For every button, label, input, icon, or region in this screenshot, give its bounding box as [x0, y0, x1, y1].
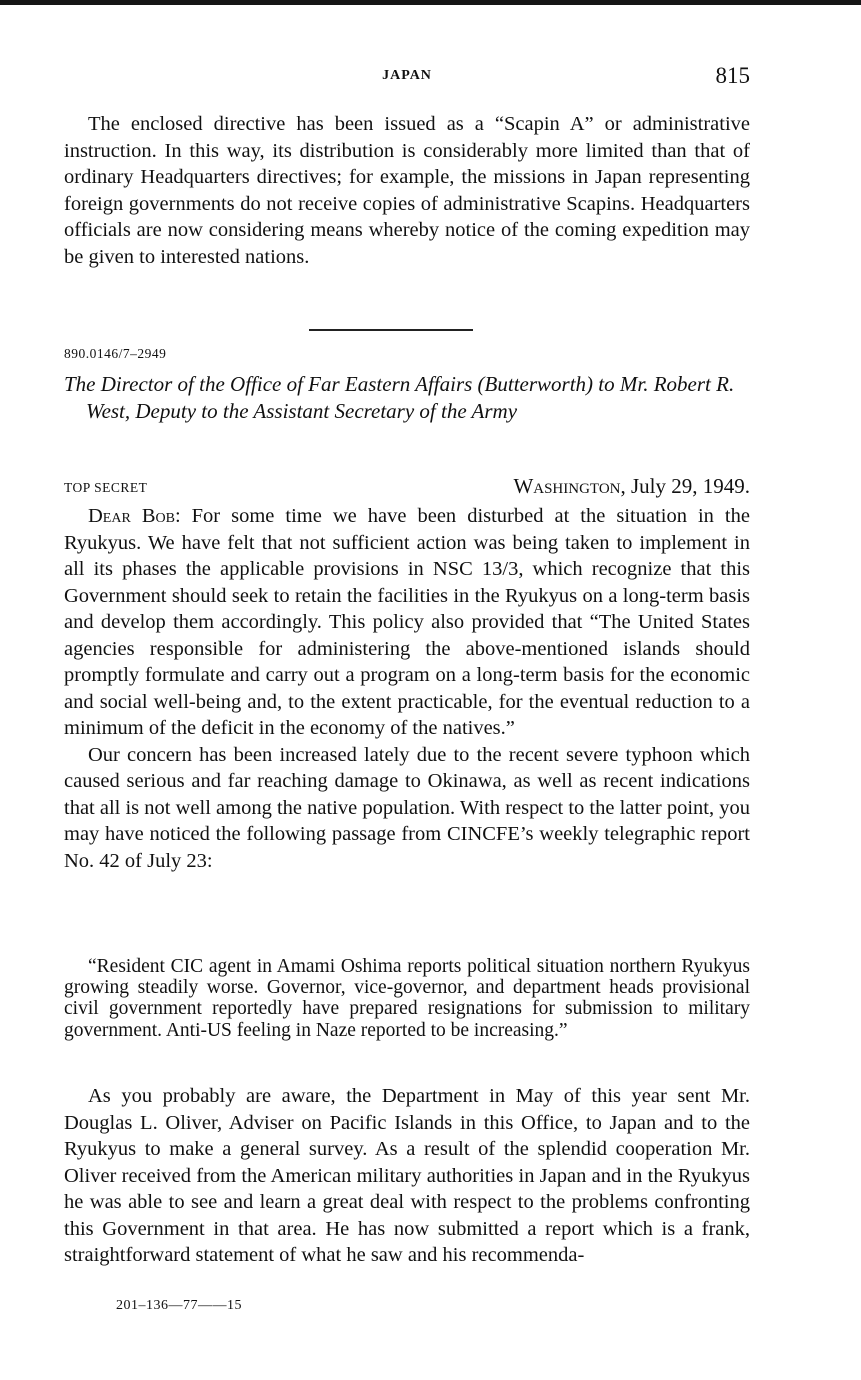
top-border-rule [0, 0, 861, 5]
intro-paragraph-block [64, 111, 750, 270]
letter-paragraph-1 [64, 503, 750, 742]
place: Washington [513, 474, 621, 498]
classification-marking: TOP SECRET [64, 480, 148, 495]
dateline [64, 474, 750, 502]
letter-paragraph-2: Our concern has been increased lately due to the recent severe typhoon which caused serious and far reaching damage to Okinawa, as well as recent indications that all is not well among the native population. With respect to the latter point, you may have noticed the following passage from CINCFE’s weekly telegraphic report No. 42 of July 23: [64, 743, 750, 872]
letter-body-top [64, 503, 750, 874]
date: , July 29, 1949. [620, 474, 750, 498]
place-and-date [513, 474, 750, 499]
intro-paragraph: The enclosed directive has been issued as a “Scapin A” or administrative instruction. In this way, its distribution is considerably more limited than that of ordinary Headquarters directives; for example, the missions in Japan representing foreign governments do not receive copies of administrative Scapins. Headquarters officials are now considering means whereby notice of the coming expedition may be given to interested nations. [64, 113, 750, 268]
quotation-text: “Resident CIC agent in Amami Oshima reports political situation northern Ryukyus growing steadily worse. Governor, vice-governor, and department heads provisional civil government reportedly have prepared resignations for submission to military government. Anti-US feeling in Naze reported to be increasing.” [64, 956, 750, 1041]
page-number: 815 [715, 63, 750, 88]
page-header [64, 63, 750, 92]
letter-paragraph-3: As you probably are aware, the Department in May of this year sent Mr. Douglas L. Oliver, Adviser on Pacific Islands in this Office, to Japan and to the Ryukyus to make a general survey. As a result of the splendid cooperation Mr. Oliver received from the American military authorities in Japan and in the Ryukyus he was able to see and learn a great deal with respect to the problems confronting this Government in that area. He has now submitted a report which is a frank, straightforward statement of what he saw and his recommenda- [64, 1085, 750, 1266]
file-number: 890.0146/7–2949 [64, 346, 167, 361]
salutation: Dear Bob [88, 505, 175, 527]
section-divider [309, 329, 473, 331]
letter-paragraph-1-text: : For some time we have been disturbed at the situation in the Ryukyus. We have felt that not sufficient action was being taken to implement in all its phases the applicable provisions in NSC 13/3, which recognize that this Government should seek to retain the facilities in the Ryukyus on a long-term basis and develop them accordingly. This policy also provided that “The United States agencies responsible for administering the above-mentioned islands should promptly formulate and carry out a program on a long-term basis for the economic and social well-being and, to the extent practicable, for the eventual reduction to a minimum of the deficit in the economy of the natives.” [64, 505, 750, 739]
running-head: JAPAN [382, 68, 432, 83]
printer-signature-line: 201–136—77——15 [116, 1298, 242, 1313]
document-title: The Director of the Office of Far Eastern Affairs (Butterworth) to Mr. Robert R. West, Deputy to the Assistant Secretary of the Army [64, 372, 735, 423]
letter-body-bottom [64, 1083, 750, 1269]
quoted-telegram [64, 956, 750, 1041]
